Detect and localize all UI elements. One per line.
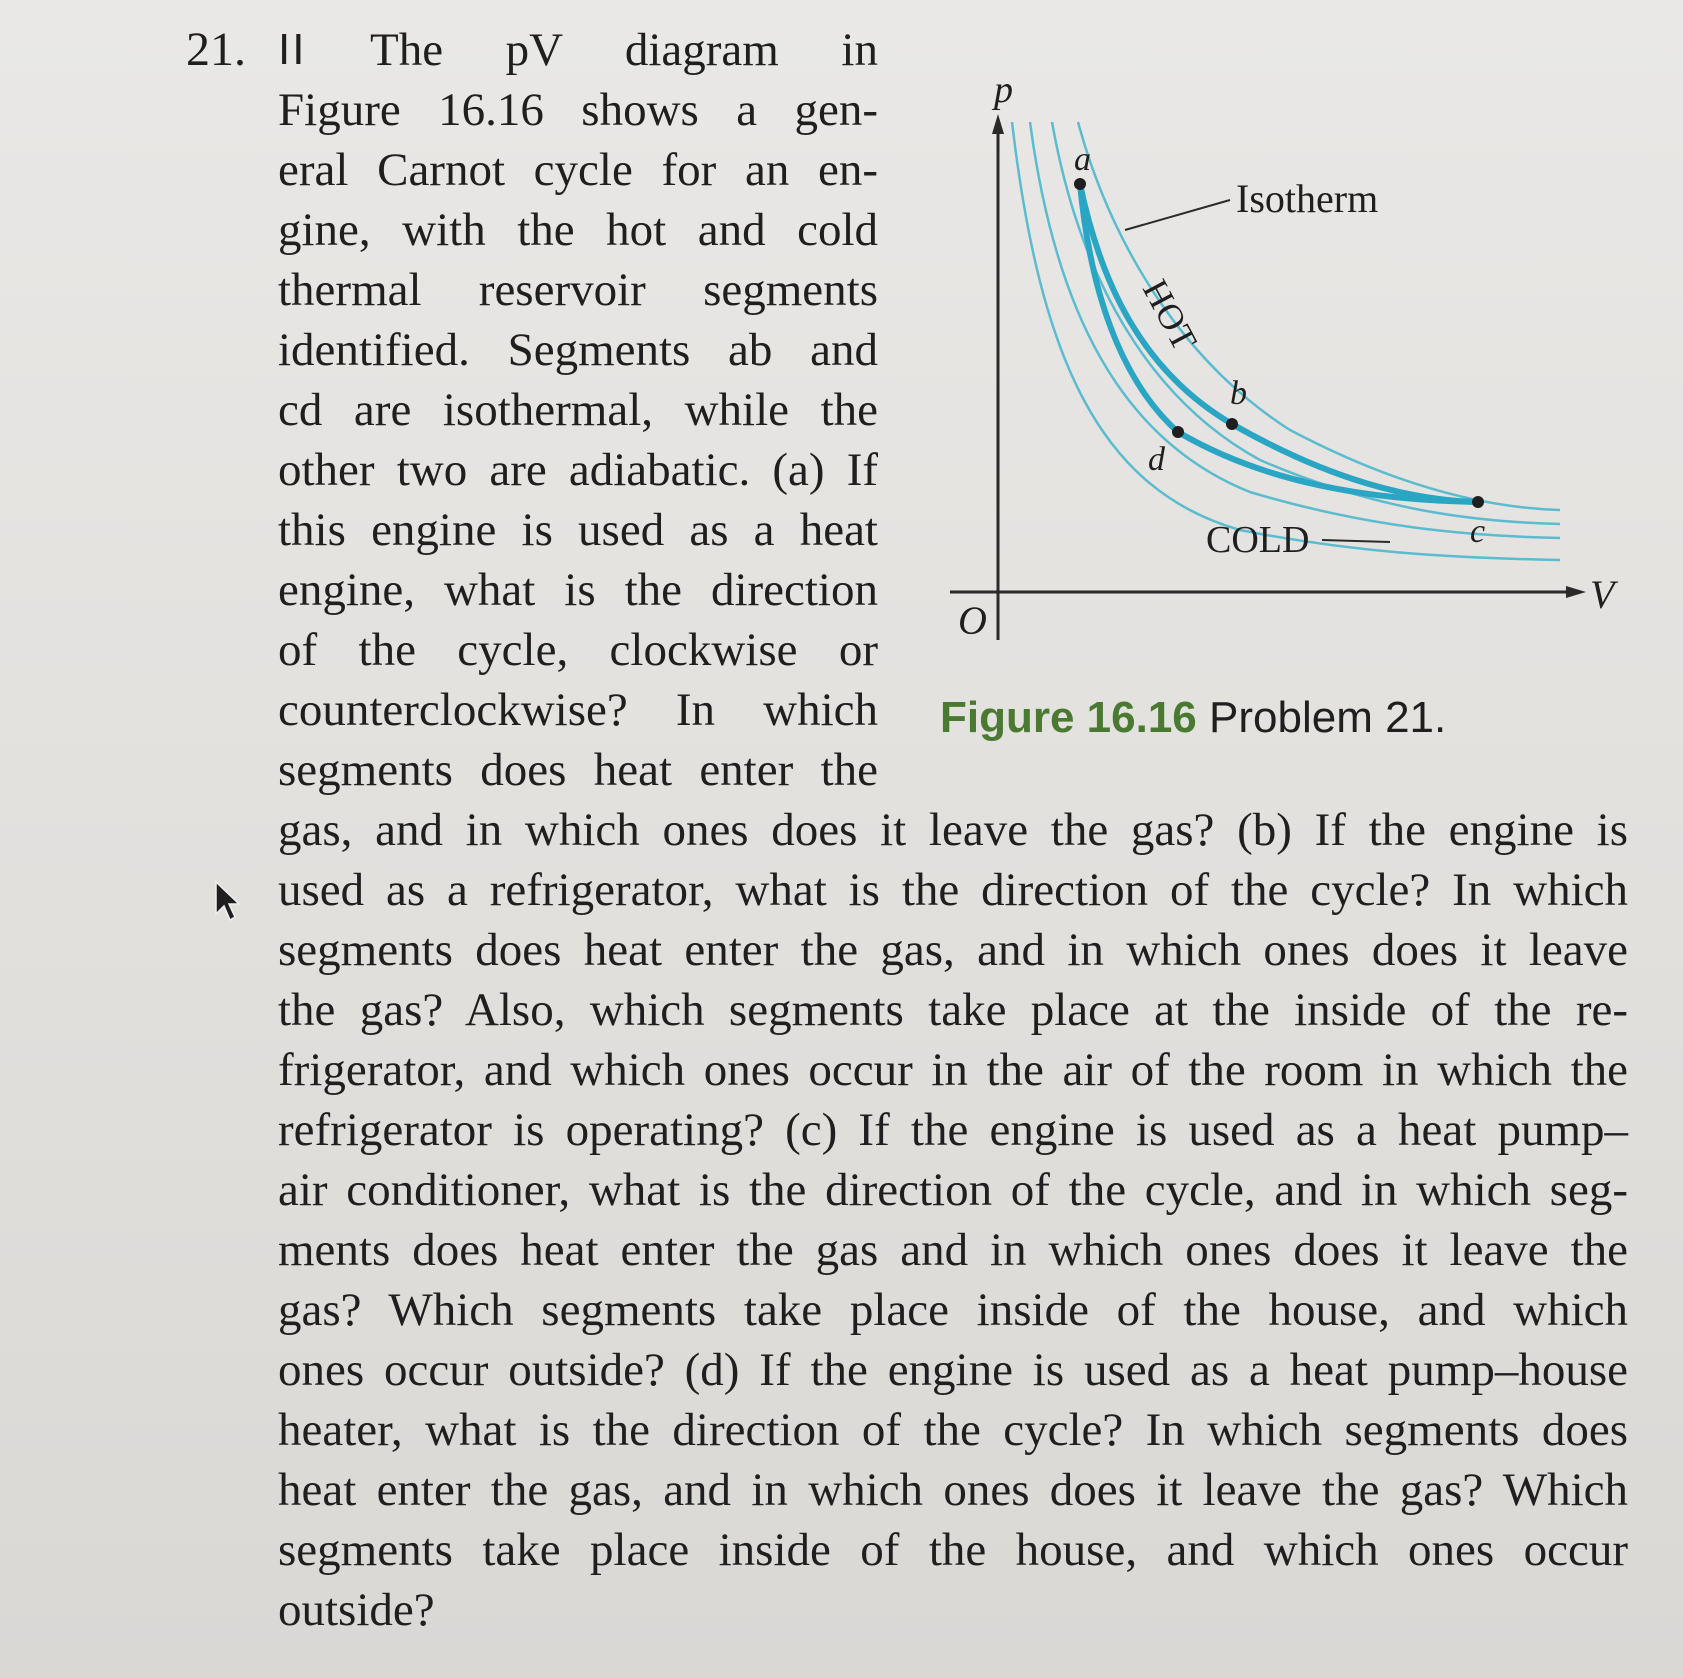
caption-text: Problem 21. — [1209, 693, 1447, 742]
problem-text-line: segments does heat enter the — [278, 744, 878, 796]
problem-text-line: gas, and in which ones does it leave the gas? (b) If the engine is — [278, 804, 1628, 856]
carnot-cycle — [1080, 184, 1478, 502]
problem-text-line: ones occur outside? (d) If the engine is used as a heat pump–house — [278, 1344, 1628, 1396]
problem-text-line: gine, with the hot and cold — [278, 204, 878, 256]
problem-text-line: Figure 16.16 shows a gen- — [278, 84, 878, 136]
isotherm-leader-line — [1125, 200, 1230, 230]
problem-text-line: segments take place inside of the house, and which ones occur — [278, 1524, 1628, 1576]
problem-text-line: used as a refrigerator, what is the direction of the cycle? In which — [278, 864, 1628, 916]
problem-text-line: outside? — [278, 1584, 435, 1636]
problem-text-line: heat enter the gas, and in which ones does it leave the gas? Which — [278, 1464, 1628, 1516]
figure-caption — [940, 690, 1446, 746]
problem-text-line: refrigerator is operating? (c) If the engine is used as a heat pump– — [278, 1104, 1628, 1156]
point-d-marker — [1172, 426, 1184, 438]
problem-text-line: cd are isothermal, while the — [278, 384, 878, 436]
problem-text-line: thermal reservoir segments — [278, 264, 878, 316]
carnot-pv-diagram — [930, 60, 1630, 660]
problem-text-line: this engine is used as a heat — [278, 504, 878, 556]
problem-text-line: The pV diagram in — [370, 24, 878, 76]
difficulty-marker: II — [278, 25, 307, 74]
problem-number: 21. — [186, 23, 246, 76]
point-c-marker — [1472, 496, 1484, 508]
problem-text-line: heater, what is the direction of the cycle? In which segments does — [278, 1404, 1628, 1456]
p-axis-label: p — [994, 69, 1013, 111]
problem-text-line: counterclockwise? In which — [278, 684, 878, 736]
point-b-marker — [1226, 418, 1238, 430]
problem-text-line: of the cycle, clockwise or — [278, 624, 878, 676]
problem-text-line: the gas? Also, which segments take place at the inside of the re- — [278, 984, 1628, 1036]
point-d-label: d — [1148, 441, 1165, 478]
caption-number: Figure 16.16 — [940, 693, 1197, 742]
mouse-pointer-icon — [212, 880, 242, 924]
point-b-label: b — [1230, 375, 1247, 412]
problem-text-line: engine, what is the direction — [278, 564, 878, 616]
hot-isotherm-ab — [1080, 184, 1478, 502]
origin-label: O — [958, 598, 987, 643]
problem-text-line: identified. Segments ab and — [278, 324, 878, 376]
problem-text-line: frigerator, and which ones occur in the air of the room in which the — [278, 1044, 1628, 1096]
problem-text-line: ments does heat enter the gas and in which ones does it leave the — [278, 1224, 1628, 1276]
cold-leader-line — [1322, 540, 1390, 542]
v-axis-label: V — [1590, 572, 1615, 617]
isotherm-label: Isotherm — [1236, 176, 1379, 221]
cold-label: COLD — [1206, 519, 1310, 561]
hot-label: HOT — [1134, 272, 1205, 358]
problem-text-line: other two are adiabatic. (a) If — [278, 444, 878, 496]
problem-text-line: segments does heat enter the gas, and in which ones does it leave — [278, 924, 1628, 976]
problem-text-line: eral Carnot cycle for an en- — [278, 144, 878, 196]
point-a-label: a — [1074, 141, 1091, 178]
problem-text-line: air conditioner, what is the direction of the cycle, and in which seg- — [278, 1164, 1628, 1216]
point-a-marker — [1074, 178, 1086, 190]
problem-text-line: gas? Which segments take place inside of the house, and which — [278, 1284, 1628, 1336]
point-c-label: c — [1470, 513, 1486, 550]
